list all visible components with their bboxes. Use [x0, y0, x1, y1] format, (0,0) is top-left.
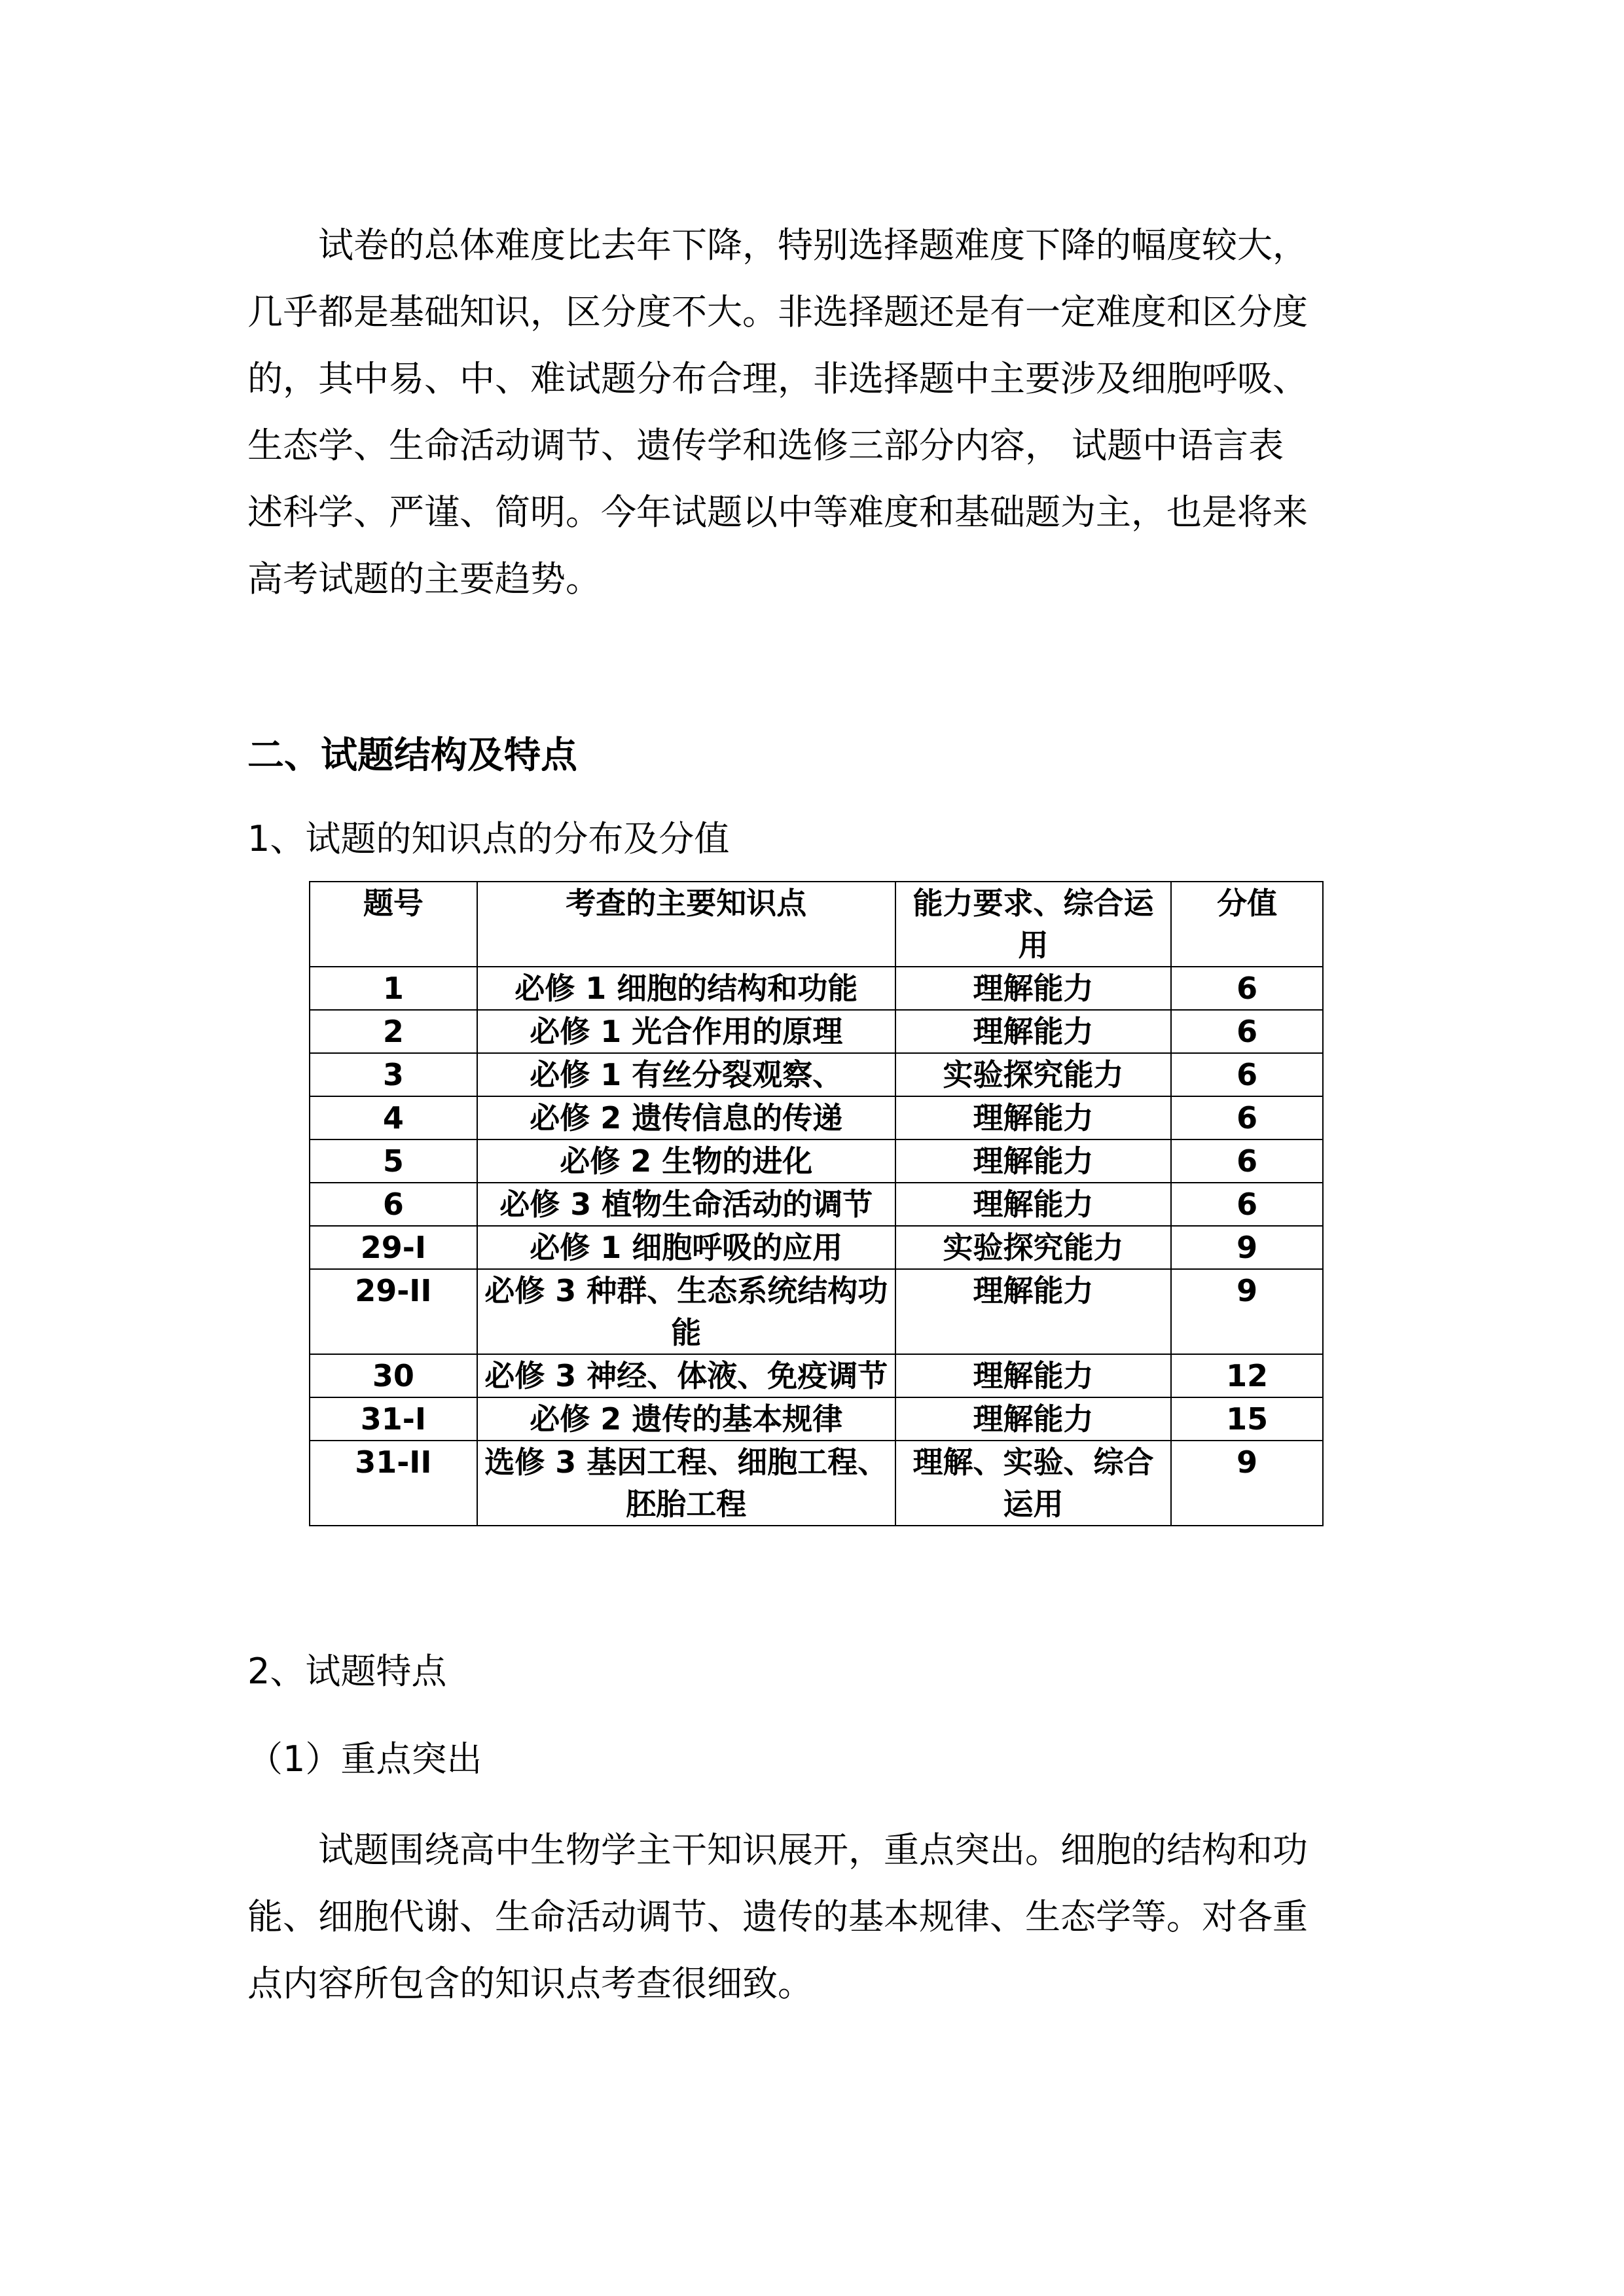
question-number-cell: 6	[310, 1183, 477, 1226]
table-row	[310, 1397, 1323, 1441]
intro-line: 的，其中易、中、难试题分布合理，非选择题中主要涉及细胞呼吸、	[247, 358, 1308, 399]
header-knowledge-point: 考查的主要知识点	[477, 882, 895, 967]
table-row	[310, 1096, 1323, 1139]
table-row	[310, 1183, 1323, 1226]
score-cell: 6	[1171, 1096, 1323, 1139]
table-row	[310, 1441, 1323, 1526]
score-cell: 12	[1171, 1354, 1323, 1397]
question-number-cell: 3	[310, 1053, 477, 1096]
ability-cell: 理解能力	[895, 1269, 1171, 1354]
ability-cell: 实验探究能力	[895, 1226, 1171, 1269]
score-cell: 6	[1171, 1053, 1323, 1096]
knowledge-point-cell: 必修 2 遗传信息的传递	[477, 1096, 895, 1139]
knowledge-point-cell: 必修 3 神经、体液、免疫调节	[477, 1354, 895, 1397]
knowledge-point-cell: 必修 1 光合作用的原理	[477, 1010, 895, 1053]
focus-line: 能、细胞代谢、生命活动调节、遗传的基本规律、生态学等。对各重	[247, 1896, 1308, 1937]
intro-line: 高考试题的主要趋势。	[247, 558, 601, 600]
focus-paragraph	[247, 1817, 1386, 2017]
knowledge-point-cell: 必修 3 植物生命活动的调节	[477, 1183, 895, 1226]
score-cell: 6	[1171, 1010, 1323, 1053]
knowledge-point-cell: 必修 2 生物的进化	[477, 1139, 895, 1183]
table-header-row	[310, 882, 1323, 967]
header-score: 分值	[1171, 882, 1323, 967]
score-cell: 6	[1171, 1183, 1323, 1226]
intro-line: 生态学、生命活动调节、遗传学和选修三部分内容， 试题中语言表	[247, 425, 1284, 466]
score-cell: 9	[1171, 1226, 1323, 1269]
feature-title-focus: （1）重点突出	[247, 1738, 482, 1780]
section-heading: 二、试题结构及特点	[247, 734, 577, 777]
table-row	[310, 1354, 1323, 1397]
score-cell: 6	[1171, 967, 1323, 1010]
ability-cell: 理解能力	[895, 1010, 1171, 1053]
score-cell: 9	[1171, 1441, 1323, 1526]
intro-paragraph	[247, 212, 1386, 613]
ability-cell: 实验探究能力	[895, 1053, 1171, 1096]
table-row	[310, 1226, 1323, 1269]
knowledge-points-table	[309, 881, 1324, 1526]
knowledge-point-cell: 必修 2 遗传的基本规律	[477, 1397, 895, 1441]
ability-cell: 理解能力	[895, 1183, 1171, 1226]
header-ability-requirement: 能力要求、综合运用	[895, 882, 1171, 967]
score-cell: 6	[1171, 1139, 1323, 1183]
question-number-cell: 2	[310, 1010, 477, 1053]
ability-cell: 理解、实验、综合运用	[895, 1441, 1171, 1526]
subsection-title-distribution: 1、试题的知识点的分布及分值	[247, 818, 730, 859]
ability-cell: 理解能力	[895, 1096, 1171, 1139]
question-number-cell: 30	[310, 1354, 477, 1397]
question-number-cell: 29-II	[310, 1269, 477, 1354]
table-row	[310, 1269, 1323, 1354]
intro-line: 试卷的总体难度比去年下降，特别选择题难度下降的幅度较大，	[318, 224, 1308, 266]
question-number-cell: 31-I	[310, 1397, 477, 1441]
knowledge-point-cell: 选修 3 基因工程、细胞工程、胚胎工程	[477, 1441, 895, 1526]
ability-cell: 理解能力	[895, 1397, 1171, 1441]
knowledge-point-cell: 必修 1 细胞的结构和功能	[477, 967, 895, 1010]
table-row	[310, 1053, 1323, 1096]
knowledge-point-cell: 必修 3 种群、生态系统结构功能	[477, 1269, 895, 1354]
focus-line: 试题围绕高中生物学主干知识展开，重点突出。细胞的结构和功	[318, 1829, 1308, 1871]
question-number-cell: 1	[310, 967, 477, 1010]
ability-cell: 理解能力	[895, 1139, 1171, 1183]
knowledge-point-cell: 必修 1 有丝分裂观察、	[477, 1053, 895, 1096]
question-number-cell: 4	[310, 1096, 477, 1139]
table-row	[310, 1139, 1323, 1183]
question-number-cell: 29-I	[310, 1226, 477, 1269]
question-number-cell: 31-II	[310, 1441, 477, 1526]
knowledge-point-cell: 必修 1 细胞呼吸的应用	[477, 1226, 895, 1269]
score-cell: 9	[1171, 1269, 1323, 1354]
table-row	[310, 1010, 1323, 1053]
table-row	[310, 967, 1323, 1010]
ability-cell: 理解能力	[895, 1354, 1171, 1397]
intro-line: 述科学、严谨、简明。今年试题以中等难度和基础题为主，也是将来	[247, 492, 1308, 533]
focus-line: 点内容所包含的知识点考查很细致。	[247, 1963, 813, 2004]
header-question-number: 题号	[310, 882, 477, 967]
score-cell: 15	[1171, 1397, 1323, 1441]
subsection-title-features: 2、试题特点	[247, 1651, 447, 1692]
intro-line: 几乎都是基础知识，区分度不大。非选择题还是有一定难度和区分度	[247, 291, 1308, 332]
ability-cell: 理解能力	[895, 967, 1171, 1010]
question-number-cell: 5	[310, 1139, 477, 1183]
